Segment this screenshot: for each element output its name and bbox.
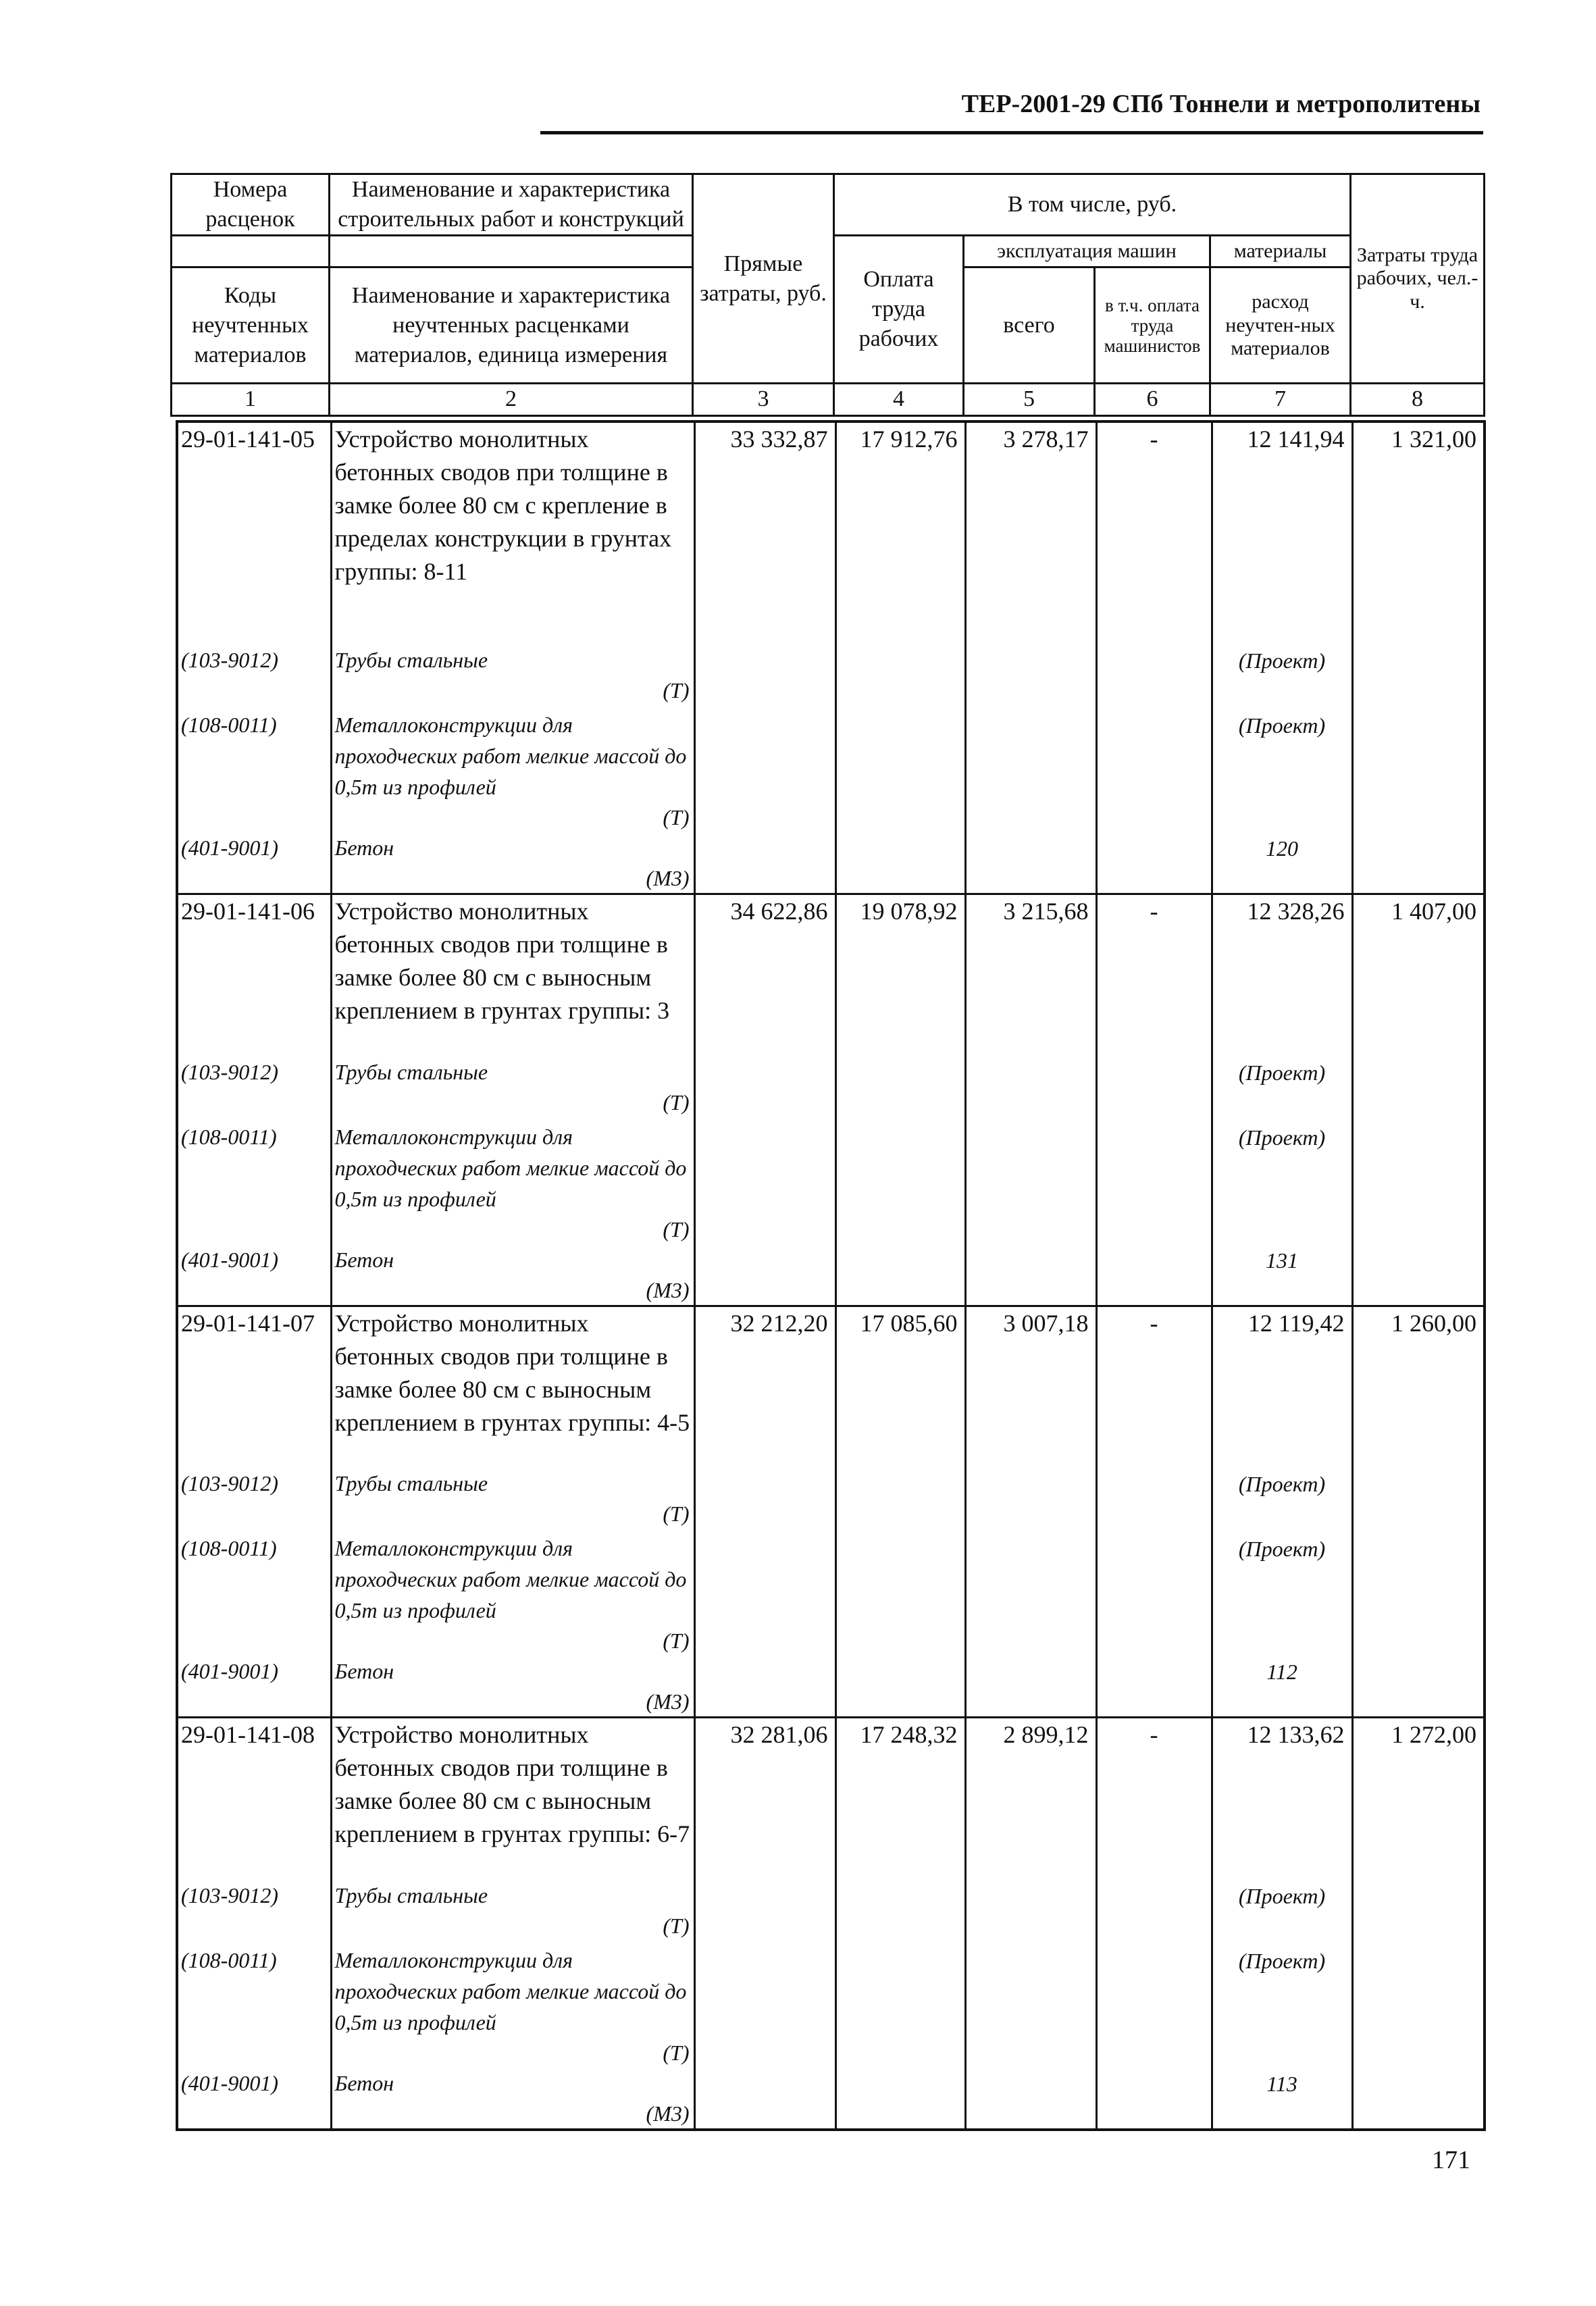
rate-name: Устройство монолитных бетонных сводов при толщине в замке более 80 см с выносным креплением в грунтах группы: 4-5: [331, 1306, 694, 1468]
empty-cell: [1352, 1244, 1485, 1306]
direct-costs: 32 212,20: [694, 1306, 835, 1468]
material-code: (401-9001): [177, 832, 331, 894]
empty-cell: [965, 832, 1096, 894]
empty-cell: [1096, 1244, 1212, 1306]
empty-cell: [1352, 1880, 1485, 1945]
machines-total: 3 215,68: [965, 894, 1096, 1056]
material-code: (103-9012): [177, 1468, 331, 1533]
rates-table: [176, 420, 1486, 2131]
material-name: Металлоконструкции для проходческих работ мелкие массой до 0,5т из профилей: [334, 713, 687, 799]
material-value: (Проект): [1212, 1945, 1352, 2068]
empty-cell: [1096, 1121, 1212, 1244]
material-code: (103-9012): [177, 644, 331, 709]
material-value: (Проект): [1212, 1468, 1352, 1533]
direct-costs: 34 622,86: [694, 894, 835, 1056]
material-name: Бетон: [334, 1659, 394, 1683]
empty-cell: [694, 2068, 835, 2130]
material-row: [177, 1468, 1485, 1533]
material-code: (401-9001): [177, 1656, 331, 1718]
empty-cell: [1096, 1468, 1212, 1533]
material-name-cell: [331, 1244, 694, 1306]
material-name: Металлоконструкции для проходческих работ мелкие массой до 0,5т из профилей: [334, 1124, 687, 1211]
materials-cost: 12 141,94: [1212, 421, 1352, 644]
material-name-cell: [331, 1656, 694, 1718]
material-row: [177, 2068, 1485, 2130]
header-col4: Оплата труда рабочих: [834, 236, 964, 384]
header-col2-top-spacer: [330, 236, 693, 267]
empty-cell: [1352, 1121, 1485, 1244]
empty-cell: [965, 2068, 1096, 2130]
empty-cell: [694, 1945, 835, 2068]
material-code: (103-9012): [177, 1056, 331, 1121]
header-num-8: 8: [1351, 384, 1485, 415]
header-num-3: 3: [693, 384, 834, 415]
material-value: 113: [1212, 2068, 1352, 2130]
material-value: 131: [1212, 1244, 1352, 1306]
labor-pay: 19 078,92: [835, 894, 965, 1056]
material-value: (Проект): [1212, 644, 1352, 709]
material-name-cell: [331, 1468, 694, 1533]
empty-cell: [965, 709, 1096, 832]
material-row: [177, 1945, 1485, 2068]
material-value: (Проект): [1212, 709, 1352, 832]
empty-cell: [1096, 709, 1212, 832]
header-col1-bottom: Коды неучтенных материалов: [172, 267, 330, 384]
materials-cost: 12 119,42: [1212, 1306, 1352, 1468]
material-name-cell: [331, 1880, 694, 1945]
material-value: 112: [1212, 1656, 1352, 1718]
material-unit: (Т): [663, 1629, 690, 1653]
header-group: В том числе, руб.: [834, 174, 1351, 236]
material-name-cell: [331, 1056, 694, 1121]
labor-hours: 1 260,00: [1352, 1306, 1485, 1468]
rate-row: [177, 894, 1485, 1056]
labor-hours: 1 272,00: [1352, 1718, 1485, 1880]
material-unit: (Т): [663, 805, 690, 829]
empty-cell: [1096, 1656, 1212, 1718]
empty-cell: [835, 1468, 965, 1533]
header-machines: эксплуатация машин: [964, 236, 1210, 267]
header-col7: расход неучтен-ных материалов: [1210, 267, 1351, 384]
document-title: ТЕР-2001-29 СПб Тоннели и метрополитены: [961, 90, 1481, 118]
material-value: 120: [1212, 832, 1352, 894]
labor-pay: 17 085,60: [835, 1306, 965, 1468]
rate-row: [177, 421, 1485, 644]
material-name: Металлоконструкции для проходческих работ мелкие массой до 0,5т из профилей: [334, 1536, 687, 1622]
material-value: (Проект): [1212, 1533, 1352, 1656]
material-unit: (М3): [646, 2101, 690, 2126]
empty-cell: [1352, 1656, 1485, 1718]
material-row: [177, 644, 1485, 709]
empty-cell: [965, 1244, 1096, 1306]
empty-cell: [835, 1880, 965, 1945]
empty-cell: [965, 1121, 1096, 1244]
material-unit: (Т): [663, 1913, 690, 1938]
header-num-5: 5: [964, 384, 1095, 415]
header-table: [170, 173, 1485, 417]
material-name-cell: [331, 2068, 694, 2130]
empty-cell: [694, 1880, 835, 1945]
material-name: Трубы стальные: [334, 1882, 488, 1907]
material-name: Трубы стальные: [334, 1059, 488, 1084]
material-name-cell: [331, 1121, 694, 1244]
material-row: [177, 1656, 1485, 1718]
machines-total: 2 899,12: [965, 1718, 1096, 1880]
empty-cell: [694, 832, 835, 894]
header-materials: материалы: [1210, 236, 1351, 267]
material-name-cell: [331, 1533, 694, 1656]
material-row: [177, 709, 1485, 832]
empty-cell: [965, 1945, 1096, 2068]
labor-hours: 1 407,00: [1352, 894, 1485, 1056]
rate-name: Устройство монолитных бетонных сводов при толщине в замке более 80 см с крепление в пределах конструкции в грунтах группы: 8-11: [331, 421, 694, 644]
materials-cost: 12 133,62: [1212, 1718, 1352, 1880]
empty-cell: [835, 1121, 965, 1244]
header-num-1: 1: [172, 384, 330, 415]
material-name-cell: [331, 709, 694, 832]
empty-cell: [1352, 2068, 1485, 2130]
empty-cell: [1352, 1533, 1485, 1656]
empty-cell: [694, 644, 835, 709]
empty-cell: [835, 709, 965, 832]
machinist-pay: -: [1096, 421, 1212, 644]
material-name: Трубы стальные: [334, 1471, 488, 1495]
header-col8: Затраты труда рабочих, чел.-ч.: [1351, 174, 1485, 384]
machines-total: 3 007,18: [965, 1306, 1096, 1468]
empty-cell: [694, 1468, 835, 1533]
material-unit: (Т): [663, 2040, 690, 2065]
material-code: (108-0011): [177, 1945, 331, 2068]
materials-cost: 12 328,26: [1212, 894, 1352, 1056]
header-col3: Прямые затраты, руб.: [693, 174, 834, 384]
empty-cell: [835, 1656, 965, 1718]
material-code: (401-9001): [177, 1244, 331, 1306]
empty-cell: [694, 1656, 835, 1718]
material-row: [177, 832, 1485, 894]
empty-cell: [835, 1533, 965, 1656]
rate-row: [177, 1306, 1485, 1468]
empty-cell: [1352, 644, 1485, 709]
material-name: Трубы стальные: [334, 648, 488, 672]
material-unit: (Т): [663, 678, 690, 702]
empty-cell: [694, 1244, 835, 1306]
material-row: [177, 1533, 1485, 1656]
material-name: Металлоконструкции для проходческих работ мелкие массой до 0,5т из профилей: [334, 1947, 687, 2034]
machinist-pay: -: [1096, 1306, 1212, 1468]
rate-code: 29-01-141-05: [177, 421, 331, 644]
header-col2-bottom: Наименование и характеристика неучтенных расценками материалов, единица измерения: [330, 267, 693, 384]
material-value: (Проект): [1212, 1056, 1352, 1121]
empty-cell: [1352, 832, 1485, 894]
rate-name: Устройство монолитных бетонных сводов при толщине в замке более 80 см с выносным креплением в грунтах группы: 6-7: [331, 1718, 694, 1880]
empty-cell: [694, 1121, 835, 1244]
empty-cell: [1096, 1533, 1212, 1656]
labor-pay: 17 912,76: [835, 421, 965, 644]
rate-code: 29-01-141-08: [177, 1718, 331, 1880]
header-num-7: 7: [1210, 384, 1351, 415]
empty-cell: [965, 644, 1096, 709]
rate-row: [177, 1718, 1485, 1880]
material-unit: (Т): [663, 1090, 690, 1114]
rate-code: 29-01-141-07: [177, 1306, 331, 1468]
labor-pay: 17 248,32: [835, 1718, 965, 1880]
material-value: (Проект): [1212, 1880, 1352, 1945]
header-col2-top: Наименование и характеристика строительных работ и конструкций: [330, 174, 693, 236]
empty-cell: [835, 1056, 965, 1121]
material-code: (103-9012): [177, 1880, 331, 1945]
empty-cell: [1096, 2068, 1212, 2130]
material-name-cell: [331, 832, 694, 894]
material-code: (108-0011): [177, 1121, 331, 1244]
empty-cell: [835, 644, 965, 709]
empty-cell: [694, 1056, 835, 1121]
header-col6: в т.ч. оплата труда машинистов: [1095, 267, 1210, 384]
header-col1-top: Номера расценок: [172, 174, 330, 236]
rate-name: Устройство монолитных бетонных сводов при толщине в замке более 80 см с выносным креплением в грунтах группы: 3: [331, 894, 694, 1056]
empty-cell: [1352, 709, 1485, 832]
machinist-pay: -: [1096, 894, 1212, 1056]
empty-cell: [835, 1945, 965, 2068]
header-col1-top-spacer: [172, 236, 330, 267]
material-name-cell: [331, 1945, 694, 2068]
material-name: Бетон: [334, 836, 394, 860]
header-num-6: 6: [1095, 384, 1210, 415]
empty-cell: [1352, 1945, 1485, 2068]
material-row: [177, 1244, 1485, 1306]
empty-cell: [965, 1880, 1096, 1945]
empty-cell: [965, 1056, 1096, 1121]
material-name-cell: [331, 644, 694, 709]
material-code: (401-9001): [177, 2068, 331, 2130]
material-row: [177, 1056, 1485, 1121]
labor-hours: 1 321,00: [1352, 421, 1485, 644]
empty-cell: [1352, 1468, 1485, 1533]
empty-cell: [835, 2068, 965, 2130]
material-value: (Проект): [1212, 1121, 1352, 1244]
title-rule: [540, 131, 1483, 134]
empty-cell: [694, 709, 835, 832]
empty-cell: [835, 1244, 965, 1306]
empty-cell: [965, 1468, 1096, 1533]
rate-code: 29-01-141-06: [177, 894, 331, 1056]
direct-costs: 33 332,87: [694, 421, 835, 644]
material-unit: (М3): [646, 1689, 690, 1714]
empty-cell: [835, 832, 965, 894]
empty-cell: [1096, 1056, 1212, 1121]
machinist-pay: -: [1096, 1718, 1212, 1880]
empty-cell: [965, 1656, 1096, 1718]
material-unit: (М3): [646, 1277, 690, 1302]
page-number: 171: [1432, 2146, 1470, 2174]
material-unit: (Т): [663, 1502, 690, 1526]
material-code: (108-0011): [177, 1533, 331, 1656]
empty-cell: [1096, 832, 1212, 894]
direct-costs: 32 281,06: [694, 1718, 835, 1880]
empty-cell: [965, 1533, 1096, 1656]
header-num-2: 2: [330, 384, 693, 415]
material-name: Бетон: [334, 2070, 394, 2095]
material-unit: (М3): [646, 866, 690, 890]
material-name: Бетон: [334, 1247, 394, 1272]
empty-cell: [1096, 1945, 1212, 2068]
empty-cell: [1096, 1880, 1212, 1945]
empty-cell: [694, 1533, 835, 1656]
header-col5: всего: [964, 267, 1095, 384]
empty-cell: [1096, 644, 1212, 709]
material-unit: (Т): [663, 1216, 690, 1241]
material-code: (108-0011): [177, 709, 331, 832]
header-num-4: 4: [834, 384, 964, 415]
material-row: [177, 1880, 1485, 1945]
machines-total: 3 278,17: [965, 421, 1096, 644]
material-row: [177, 1121, 1485, 1244]
empty-cell: [1352, 1056, 1485, 1121]
